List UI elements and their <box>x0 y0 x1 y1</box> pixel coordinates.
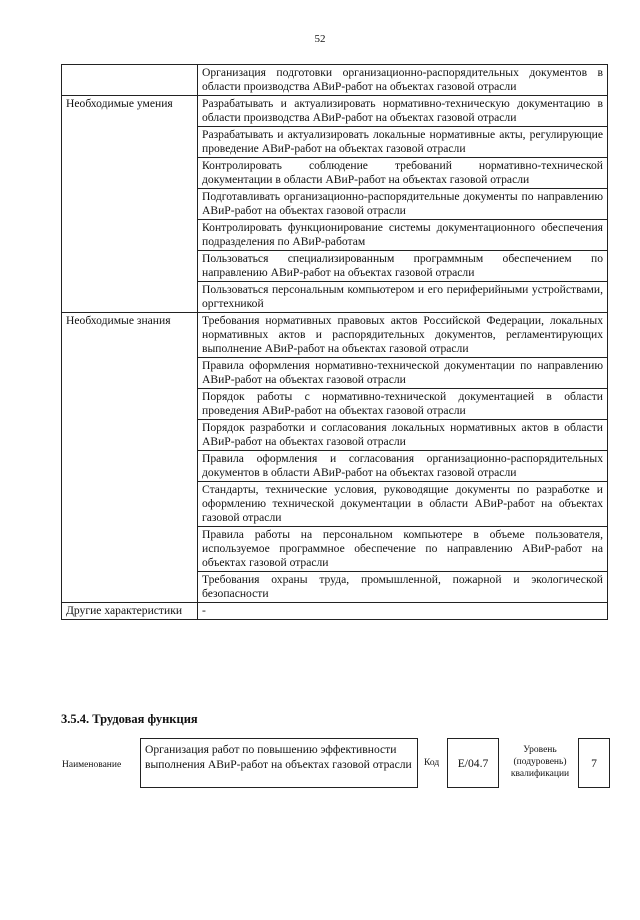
row-value: - <box>198 603 608 620</box>
qualification-level-box: 7 <box>578 738 610 788</box>
table-row <box>62 603 608 620</box>
requirements-table <box>61 64 608 620</box>
row-value: Правила оформления и согласования организационно-распорядительных документов в области АВиР-работ на объектах газовой отрасли <box>198 451 608 482</box>
qualification-level-label: Уровень (подуровень) квалификации <box>510 745 570 779</box>
row-value: Порядок работы с нормативно-технической документацией в области проведения АВиР-работ на объектах газовой отрасли <box>198 389 608 420</box>
row-value: Требования нормативных правовых актов Российской Федерации, локальных нормативных актов и распорядительных документов, регламентирующих выполнение АВиР-работ на объектах газовой отрасли <box>198 313 608 358</box>
row-value: Правила оформления нормативно-технической документации по направлению АВиР-работ на объектах газовой отрасли <box>198 358 608 389</box>
row-value: Подготавливать организационно-распорядительные документы по направлению АВиР-работ на объектах газовой отрасли <box>198 189 608 220</box>
function-name-box: Организация работ по повышению эффективности выполнения АВиР-работ на объектах газовой отрасли <box>140 738 418 788</box>
table-row <box>62 65 608 96</box>
row-value: Разрабатывать и актуализировать локальные нормативные акты, регулирующие проведение АВиР-работ на объектах газовой отрасли <box>198 127 608 158</box>
row-value: Организация подготовки организационно-распорядительных документов в области производства АВиР-работ на объектах газовой отрасли <box>198 65 608 96</box>
row-value: Разрабатывать и актуализировать нормативно-техническую документацию в области производства АВиР-работ на объектах газовой отрасли <box>198 96 608 127</box>
row-value: Контролировать функционирование системы документационного обеспечения подразделения по АВиР-работам <box>198 220 608 251</box>
row-value: Пользоваться персональным компьютером и его периферийными устройствами, оргтехникой <box>198 282 608 313</box>
table-row <box>62 96 608 127</box>
row-value: Требования охраны труда, промышленной, пожарной и экологической безопасности <box>198 572 608 603</box>
row-label <box>62 65 198 96</box>
page-number: 52 <box>314 33 326 45</box>
function-code-box: Е/04.7 <box>447 738 499 788</box>
label-necessary-skills: Необходимые умения <box>62 96 198 313</box>
label-necessary-knowledge: Необходимые знания <box>62 313 198 603</box>
code-label: Код <box>424 758 440 768</box>
name-label: Наименование <box>62 760 122 770</box>
row-value: Порядок разработки и согласования локальных нормативных актов в области АВиР-работ на объектах газовой отрасли <box>198 420 608 451</box>
label-other-characteristics: Другие характеристики <box>62 603 198 620</box>
row-value: Контролировать соблюдение требований нормативно-технической документации в области АВиР-работ на объектах газовой отрасли <box>198 158 608 189</box>
row-value: Пользоваться специализированным программным обеспечением по направлению АВиР-работ на объектах газовой отрасли <box>198 251 608 282</box>
row-value: Правила работы на персональном компьютере в объеме пользователя, используемое программное обеспечение по направлению АВиР-работ на объектах газовой отрасли <box>198 527 608 572</box>
table-row <box>62 313 608 358</box>
section-title: 3.5.4. Трудовая функция <box>61 712 198 726</box>
row-value: Стандарты, технические условия, руководящие документы по разработке и оформлению технической документации в области АВиР-работ на объектах газовой отрасли <box>198 482 608 527</box>
